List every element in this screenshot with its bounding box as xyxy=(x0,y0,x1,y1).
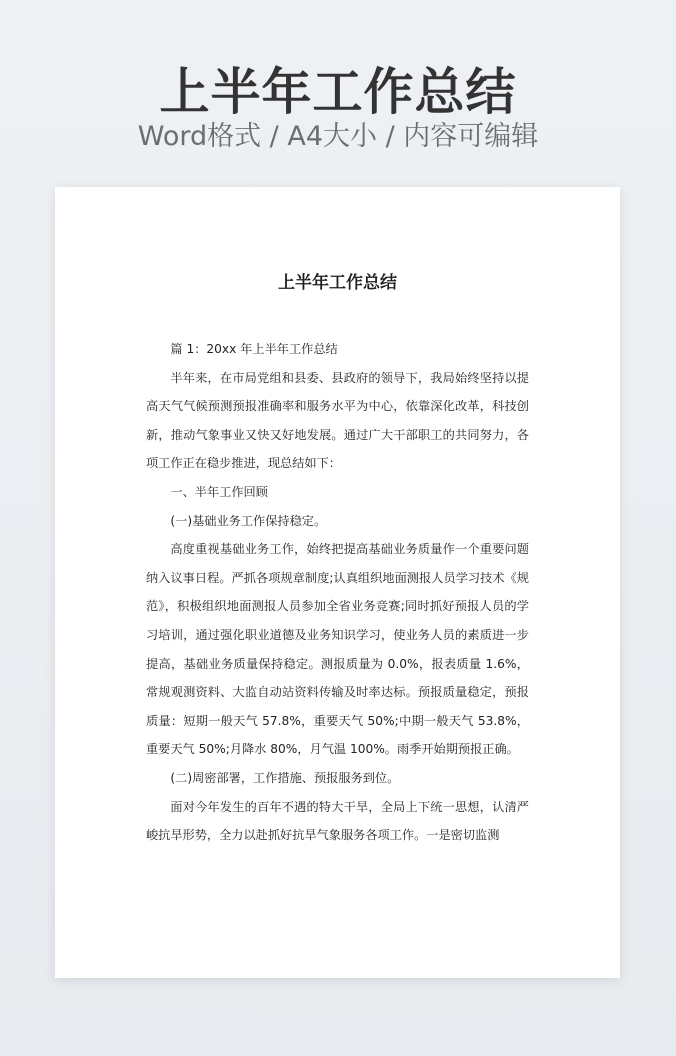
section-heading: 篇 1：20xx 年上半年工作总结 xyxy=(170,342,338,356)
paragraph: 半年来，在市局党组和县委、县政府的领导下，我局始终坚持以提高天气气候预测预报准确率和服务水平为中心，依靠深化改革，科技创新，推动气象事业又快又好地发展。通过广大干部职工的共同努力，各项工作正在稳步推进，现总结如下： xyxy=(146,370,529,471)
document-page xyxy=(55,187,620,978)
document-title: 上半年工作总结 xyxy=(278,273,397,293)
banner-subtitle: Word格式 / A4大小 / 内容可编辑 xyxy=(137,121,539,152)
subsection-heading: (二)周密部署，工作措施、预报服务到位。 xyxy=(170,770,400,785)
paragraph: 高度重视基础业务工作，始终把提高基础业务质量作一个重要问题纳入议事日程。严抓各项规章制度;认真组织地面测报人员学习技术《规范》，积极组织地面测报人员参加全省业务竞赛;同时抓好预报人员的学习培训，通过强化职业道德及业务知识学习，使业务人员的素质进一步提高，基础业务质量保持稳定。测报质量为 0.0%，报表质量 1.6%，常规观测资料、大监自动站资料传输及时率达标。预报质量稳定，预报质量：短期一般天气 57.8%，重要天气 50%;中期一般天气 53.8%，重要天气 50%;月降水 80%，月气温 100%。雨季开始期预报正确。 xyxy=(146,542,529,757)
paragraph: 面对今年发生的百年不遇的特大干旱，全局上下统一思想，认清严峻抗旱形势，全力以赴抓好抗旱气象服务各项工作。一是密切监测 xyxy=(146,799,529,843)
subsection-heading: (一)基础业务工作保持稳定。 xyxy=(170,513,327,528)
section-heading: 一、半年工作回顾 xyxy=(170,484,268,499)
document-body xyxy=(146,335,529,850)
banner-title: 上半年工作总结 xyxy=(159,63,517,121)
